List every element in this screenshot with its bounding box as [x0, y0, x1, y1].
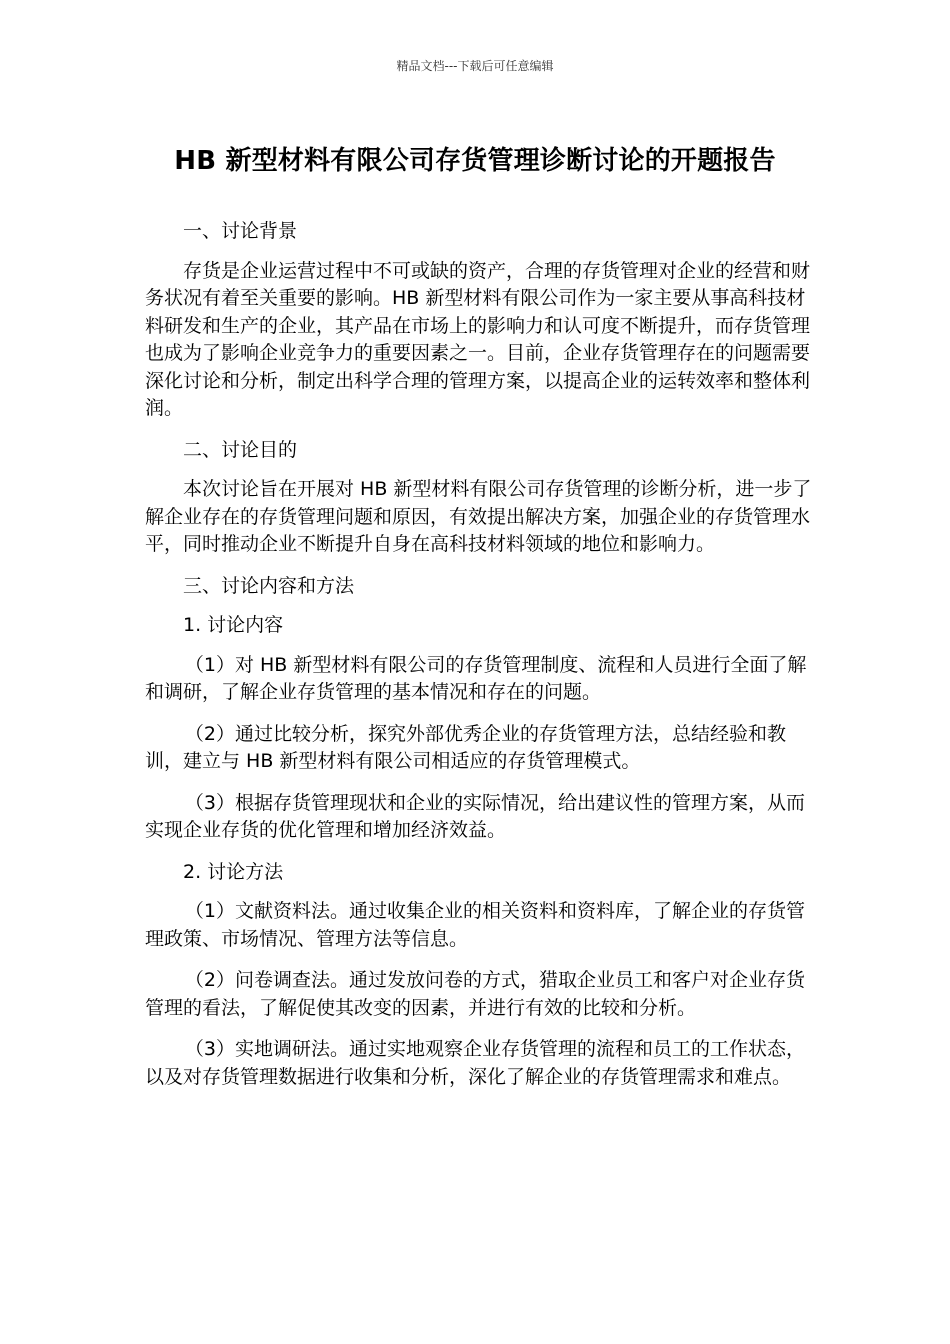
section-heading-background: 一、讨论背景	[183, 220, 298, 242]
list-item: （2）问卷调查法。通过发放问卷的方式，猎取企业员工和客户对企业存货管理的看法，了解促使其改变的因素，并进行有效的比较和分析。	[145, 969, 805, 1019]
list-item: （1）对 HB 新型材料有限公司的存货管理制度、流程和人员进行全面了解和调研，了解企业存货管理的基本情况和存在的问题。	[145, 653, 807, 703]
document-body	[145, 218, 813, 1105]
list-item: （2）通过比较分析，探究外部优秀企业的存货管理方法，总结经验和教训，建立与 HB 新型材料有限公司相适应的存货管理模式。	[145, 722, 786, 772]
section-heading-purpose: 二、讨论目的	[183, 438, 298, 461]
section-heading-content-methods: 三、讨论内容和方法	[183, 574, 355, 597]
list-item: （3）根据存货管理现状和企业的实际情况，给出建议性的管理方案，从而实现企业存货的优化管理和增加经济效益。	[145, 791, 805, 841]
document-title: HB 新型材料有限公司存货管理诊断讨论的开题报告	[174, 146, 776, 176]
paragraph-purpose: 本次讨论旨在开展对 HB 新型材料有限公司存货管理的诊断分析，进一步了解企业存在的存货管理问题和原因，有效提出解决方案，加强企业的存货管理水平，同时推动企业不断提升自身在高科技材料领域的地位和影响力。	[145, 478, 812, 555]
list-item: （1）文献资料法。通过收集企业的相关资料和资料库，了解企业的存货管理政策、市场情况、管理方法等信息。	[145, 900, 805, 950]
list-item: （3）实地调研法。通过实地观察企业存货管理的流程和员工的工作状态，以及对存货管理数据进行收集和分析，深化了解企业的存货管理需求和难点。	[145, 1038, 805, 1088]
subheading-content: 1. 讨论内容	[183, 614, 284, 636]
subheading-methods: 2. 讨论方法	[183, 860, 284, 883]
paragraph-background: 存货是企业运营过程中不可或缺的资产，合理的存货管理对企业的经营和财务状况有着至关重要的影响。HB 新型材料有限公司作为一家主要从事高科技材料研发和生产的企业，其产品在市场上的影响力和认可度不断提升，而存货管理也成为了影响企业竞争力的重要因素之一。目前，企业存货管理存在的问题需要深化讨论和分析，制定出科学合理的管理方案，以提高企业的运转效率和整体利润。	[145, 259, 811, 419]
header-note: 精品文档---下载后可任意编辑	[396, 59, 554, 73]
